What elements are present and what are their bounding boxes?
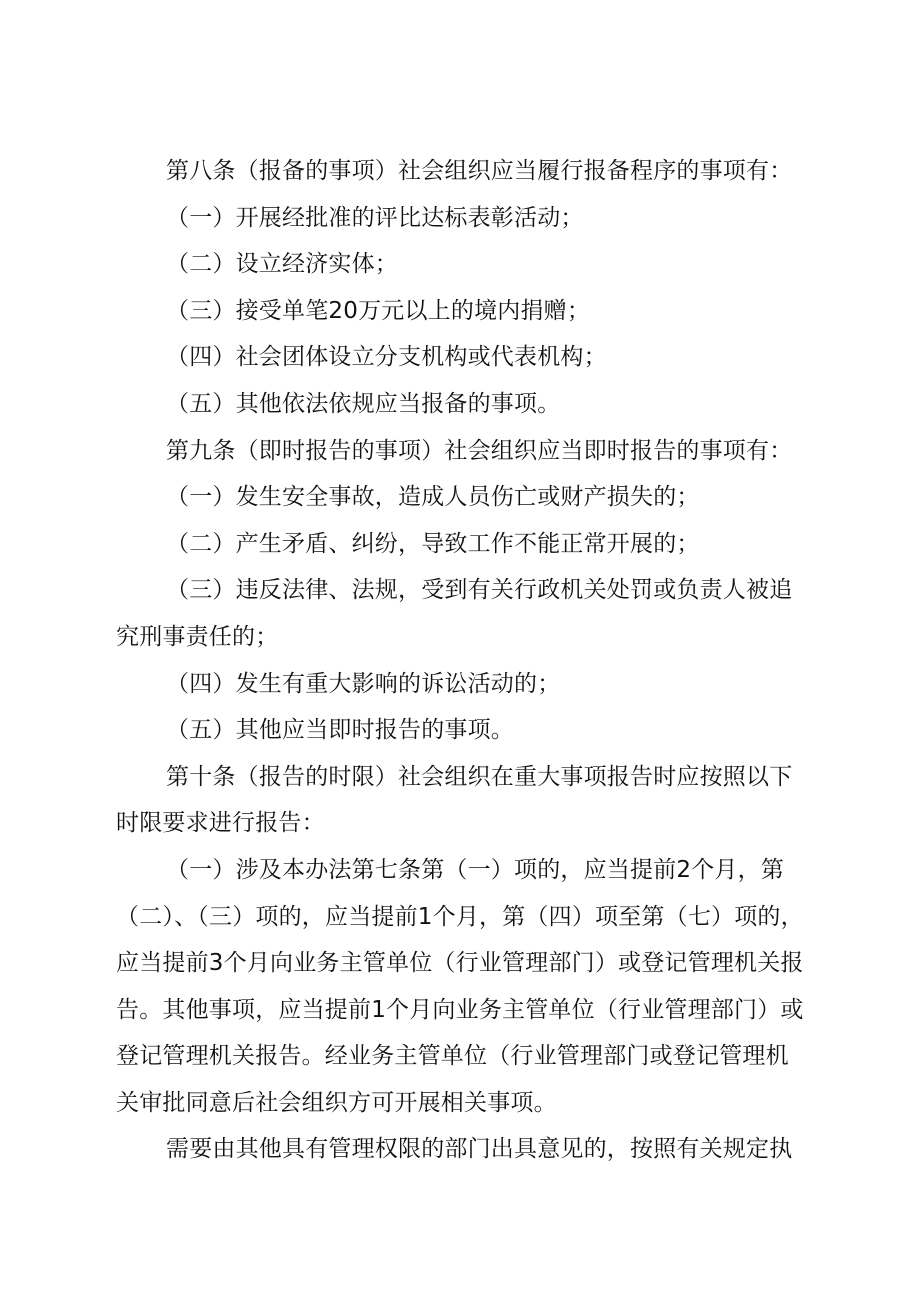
article-9-heading: 第九条（即时报告的事项）社会组织应当即时报告的事项有： bbox=[166, 437, 793, 464]
article-8-item-1: （一）开展经批准的评比达标表彰活动； bbox=[166, 204, 584, 231]
article-9-item-1: （一）发生安全事故，造成人员伤亡或财产损失的； bbox=[166, 484, 700, 511]
article-8-item-2: （二）设立经济实体； bbox=[166, 251, 398, 278]
article-8-item-4: （四）社会团体设立分支机构或代表机构； bbox=[166, 344, 607, 371]
article-9-item-3: （三）违反法律、法规，受到有关行政机关处罚或负责人被追究刑事责任的； bbox=[116, 577, 793, 650]
article-8-heading: 第八条（报备的事项）社会组织应当履行报备程序的事项有： bbox=[166, 158, 793, 184]
article-10-closing-paragraph: 需要由其他具有管理权限的部门出具意见的，按照有关规定执 bbox=[166, 1136, 793, 1163]
article-9-item-2: （二）产生矛盾、纠纷，导致工作不能正常开展的； bbox=[166, 530, 700, 557]
article-9-item-5: （五）其他应当即时报告的事项。 bbox=[166, 717, 514, 744]
article-10-heading: 第十条（报告的时限）社会组织在重大事项报告时应按照以下时限要求进行报告： bbox=[116, 763, 793, 837]
article-8-item-3: （三）接受单笔20万元以上的境内捐赠； bbox=[166, 297, 591, 324]
article-10-item-1: （一）涉及本办法第七条第（一）项的，应当提前2个月，第（二）、（三）项的，应当提前1个月，第（四）项至第（七）项的，应当提前3个月向业务主管单位（行业管理部门）或登记管理机关报告。其他事项，应当提前1个月向业务主管单位（行业管理部门）或登记管理机关报告。经业务主管单位（行业管理部门或登记管理机关审批同意后社会组织方可开展相关事项。 bbox=[116, 856, 804, 1116]
document-body bbox=[116, 148, 806, 1173]
article-8-item-5: （五）其他依法依规应当报备的事项。 bbox=[166, 390, 561, 417]
article-9-item-4: （四）发生有重大影响的诉讼活动的； bbox=[166, 670, 561, 697]
